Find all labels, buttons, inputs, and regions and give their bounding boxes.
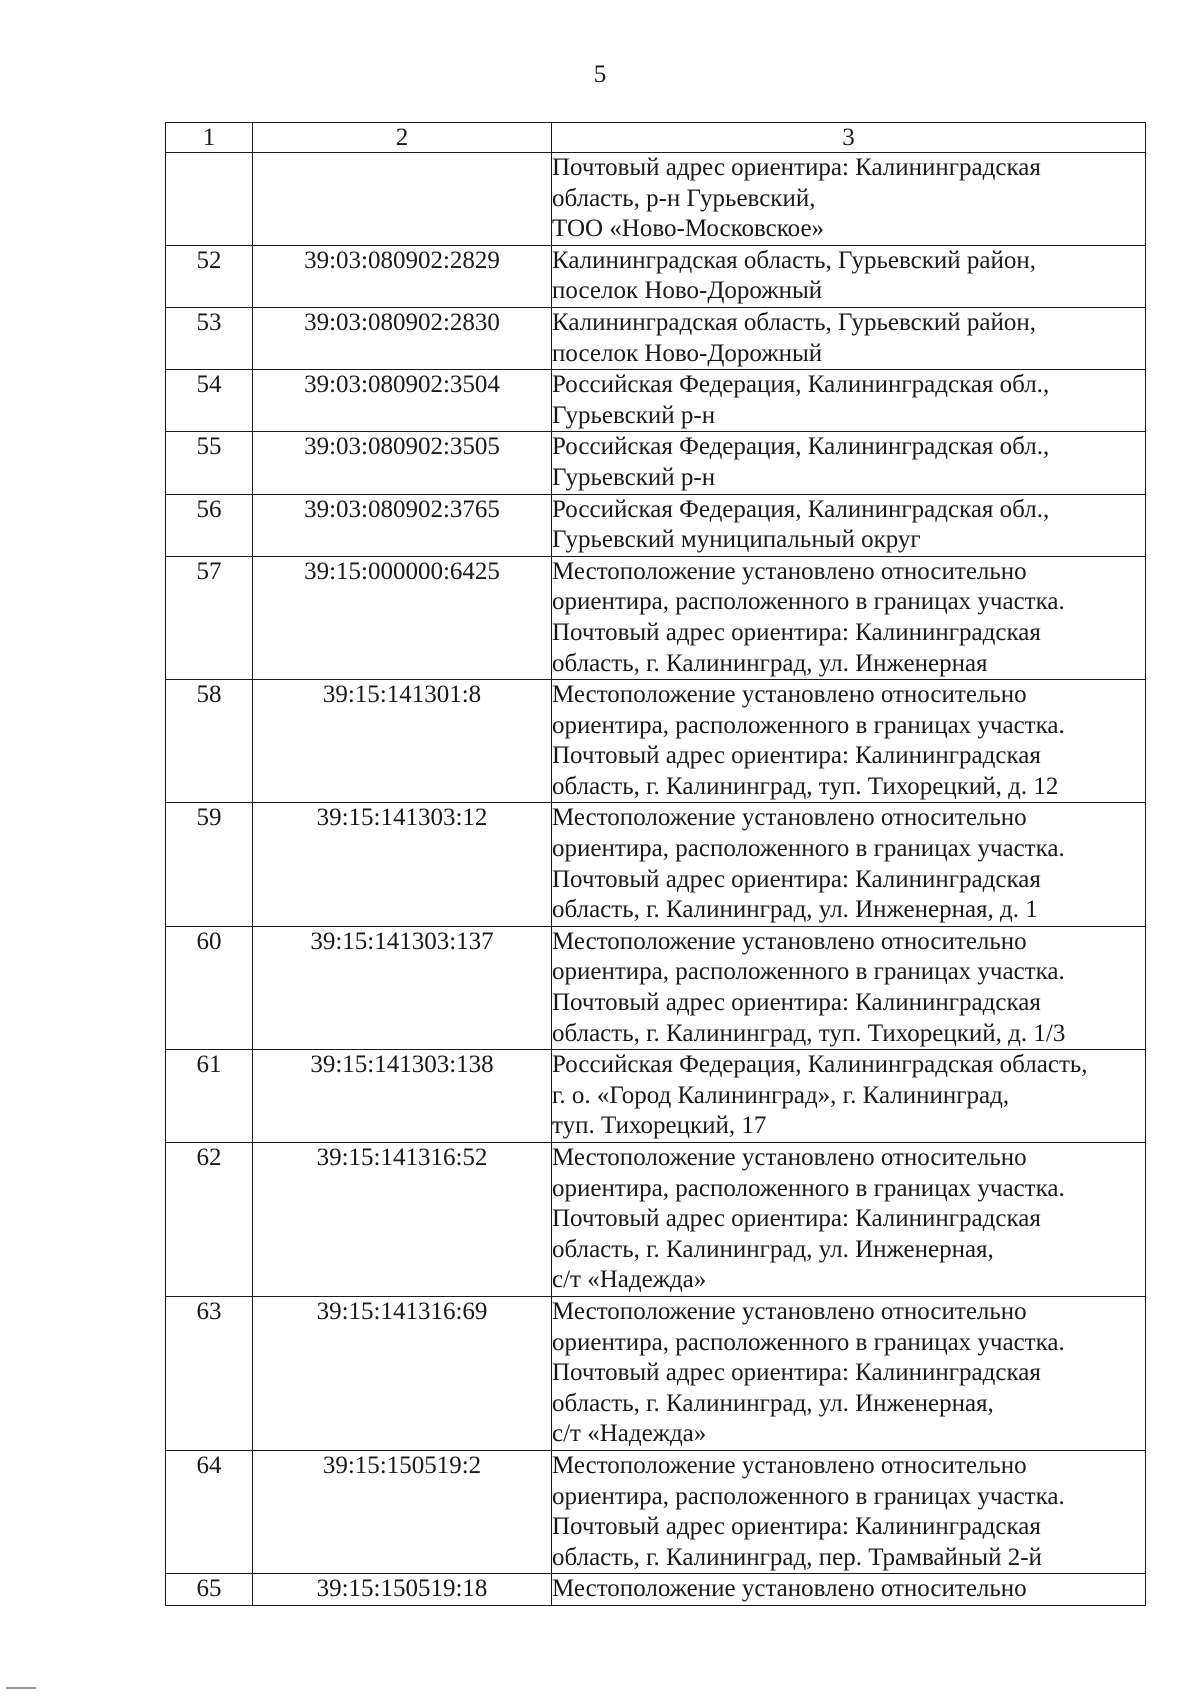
table-header-row (166, 123, 1146, 153)
row-number-cell: 56 (166, 494, 253, 556)
cadastral-number-cell: 39:15:141303:138 (253, 1050, 552, 1143)
address-line: Российская Федерация, Калининградская область, (552, 1051, 1088, 1079)
address-cell (552, 432, 1146, 494)
table-row (166, 370, 1146, 432)
address-cell (552, 1296, 1146, 1450)
scan-artifact (6, 1687, 36, 1689)
cadastral-number-cell: 39:03:080902:3765 (253, 494, 552, 556)
table-body (166, 153, 1146, 1606)
row-number-cell (166, 153, 253, 246)
cadastral-number-cell: 39:15:141301:8 (253, 680, 552, 803)
table-row (166, 926, 1146, 1049)
address-line: Российская Федерация, Калининградская обл., (552, 495, 1050, 523)
address-line: ориентира, расположенного в границах участка. (552, 835, 1065, 863)
address-cell (552, 556, 1146, 679)
table-row (166, 1450, 1146, 1573)
row-number-cell: 62 (166, 1143, 253, 1297)
table-row (166, 680, 1146, 803)
table-row (166, 1296, 1146, 1450)
address-line: г. о. «Город Калининград», г. Калининград, (552, 1081, 1010, 1109)
address-line: область, г. Калининград, ул. Инженерная (552, 649, 988, 677)
address-line: Российская Федерация, Калининградская обл., (552, 371, 1050, 399)
address-line: Российская Федерация, Калининградская обл., (552, 433, 1050, 461)
cadastral-number-cell: 39:03:080902:2829 (253, 245, 552, 307)
address-cell (552, 1143, 1146, 1297)
row-number-cell: 58 (166, 680, 253, 803)
address-line: ориентира, расположенного в границах участка. (552, 711, 1065, 739)
address-line: ТОО «Ново-Московское» (552, 215, 825, 243)
address-line: Местоположение установлено относительно (552, 1451, 1027, 1479)
address-line: ориентира, расположенного в границах участка. (552, 1482, 1065, 1510)
cadastral-number-cell: 39:15:150519:18 (253, 1574, 552, 1606)
address-line: Местоположение установлено относительно (552, 557, 1027, 585)
address-line: Почтовый адрес ориентира: Калининградская (552, 1513, 1041, 1541)
cadastral-number-cell: 39:15:141303:137 (253, 926, 552, 1049)
address-line: Местоположение установлено относительно (552, 1575, 1027, 1603)
address-line: ориентира, расположенного в границах участка. (552, 958, 1065, 986)
address-line: Местоположение установлено относительно (552, 1144, 1027, 1171)
address-line: Почтовый адрес ориентира: Калининградская (552, 1205, 1041, 1233)
cadastral-number-cell: 39:03:080902:3504 (253, 370, 552, 432)
address-line: Почтовый адрес ориентира: Калининградская (552, 742, 1041, 770)
address-line: с/т «Надежда» (552, 1266, 707, 1294)
address-cell (552, 494, 1146, 556)
address-cell (552, 245, 1146, 307)
table-row (166, 245, 1146, 307)
address-line: Местоположение установлено относительно (552, 804, 1027, 832)
row-number-cell: 52 (166, 245, 253, 307)
cadastral-number-cell: 39:03:080902:2830 (253, 307, 552, 369)
address-cell (552, 1450, 1146, 1573)
table-row (166, 307, 1146, 369)
row-number-cell: 63 (166, 1296, 253, 1450)
address-line: туп. Тихорецкий, 17 (552, 1112, 767, 1140)
column-header-cadastral: 2 (253, 123, 552, 153)
address-line: Почтовый адрес ориентира: Калининградская (552, 1359, 1041, 1387)
address-line: ориентира, расположенного в границах участка. (552, 1328, 1065, 1356)
address-line: с/т «Надежда» (552, 1420, 707, 1448)
address-line: Калининградская область, Гурьевский район, (552, 246, 1037, 274)
address-cell (552, 1574, 1146, 1606)
cadastral-number-cell: 39:15:000000:6425 (253, 556, 552, 679)
table-row (166, 1050, 1146, 1143)
address-cell (552, 1050, 1146, 1143)
row-number-cell: 61 (166, 1050, 253, 1143)
address-line: Местоположение установлено относительно (552, 681, 1027, 709)
address-line: ориентира, расположенного в границах участка. (552, 1174, 1065, 1202)
address-line: Калининградская область, Гурьевский район, (552, 308, 1037, 336)
table-row (166, 494, 1146, 556)
address-cell (552, 370, 1146, 432)
address-line: ориентира, расположенного в границах участка. (552, 588, 1065, 616)
table-row (166, 432, 1146, 494)
table-row (166, 153, 1146, 246)
address-line: область, г. Калининград, ул. Инженерная, (552, 1389, 994, 1417)
address-line: область, г. Калининград, пер. Трамвайный 2-й (552, 1543, 1042, 1571)
row-number-cell: 60 (166, 926, 253, 1049)
cadastral-number-cell (253, 153, 552, 246)
address-line: Местоположение установлено относительно (552, 1297, 1027, 1325)
cadastral-number-cell: 39:15:141316:69 (253, 1296, 552, 1450)
address-line: Гурьевский р-н (552, 463, 716, 491)
column-header-address: 3 (552, 123, 1146, 153)
address-line: Гурьевский р-н (552, 401, 716, 429)
address-cell (552, 307, 1146, 369)
row-number-cell: 54 (166, 370, 253, 432)
address-line: область, р-н Гурьевский, (552, 184, 816, 212)
address-line: поселок Ново-Дорожный (552, 277, 823, 305)
address-line: область, г. Калининград, ул. Инженерная, д. 1 (552, 896, 1038, 924)
address-cell (552, 926, 1146, 1049)
address-cell (552, 153, 1146, 246)
cadastral-number-cell: 39:15:141316:52 (253, 1143, 552, 1297)
address-line: Почтовый адрес ориентира: Калининградская (552, 154, 1041, 181)
row-number-cell: 53 (166, 307, 253, 369)
row-number-cell: 55 (166, 432, 253, 494)
table-row (166, 556, 1146, 679)
land-plot-table (165, 122, 1146, 1606)
address-line: область, г. Калининград, туп. Тихорецкий, д. 1/3 (552, 1019, 1066, 1047)
cadastral-number-cell: 39:15:141303:12 (253, 803, 552, 926)
address-line: Местоположение установлено относительно (552, 927, 1027, 955)
table-row (166, 803, 1146, 926)
row-number-cell: 65 (166, 1574, 253, 1606)
address-cell (552, 803, 1146, 926)
address-line: Почтовый адрес ориентира: Калининградская (552, 618, 1041, 646)
address-line: Гурьевский муниципальный округ (552, 526, 921, 554)
row-number-cell: 59 (166, 803, 253, 926)
cadastral-number-cell: 39:15:150519:2 (253, 1450, 552, 1573)
address-line: поселок Ново-Дорожный (552, 339, 823, 367)
row-number-cell: 57 (166, 556, 253, 679)
address-line: Почтовый адрес ориентира: Калининградская (552, 989, 1041, 1017)
row-number-cell: 64 (166, 1450, 253, 1573)
column-header-number: 1 (166, 123, 253, 153)
address-line: Почтовый адрес ориентира: Калининградская (552, 865, 1041, 893)
table-row (166, 1143, 1146, 1297)
address-line: область, г. Калининград, ул. Инженерная, (552, 1235, 994, 1263)
address-line: область, г. Калининград, туп. Тихорецкий, д. 12 (552, 772, 1059, 800)
cadastral-number-cell: 39:03:080902:3505 (253, 432, 552, 494)
table-row (166, 1574, 1146, 1606)
address-cell (552, 680, 1146, 803)
page-number: 5 (593, 61, 607, 88)
